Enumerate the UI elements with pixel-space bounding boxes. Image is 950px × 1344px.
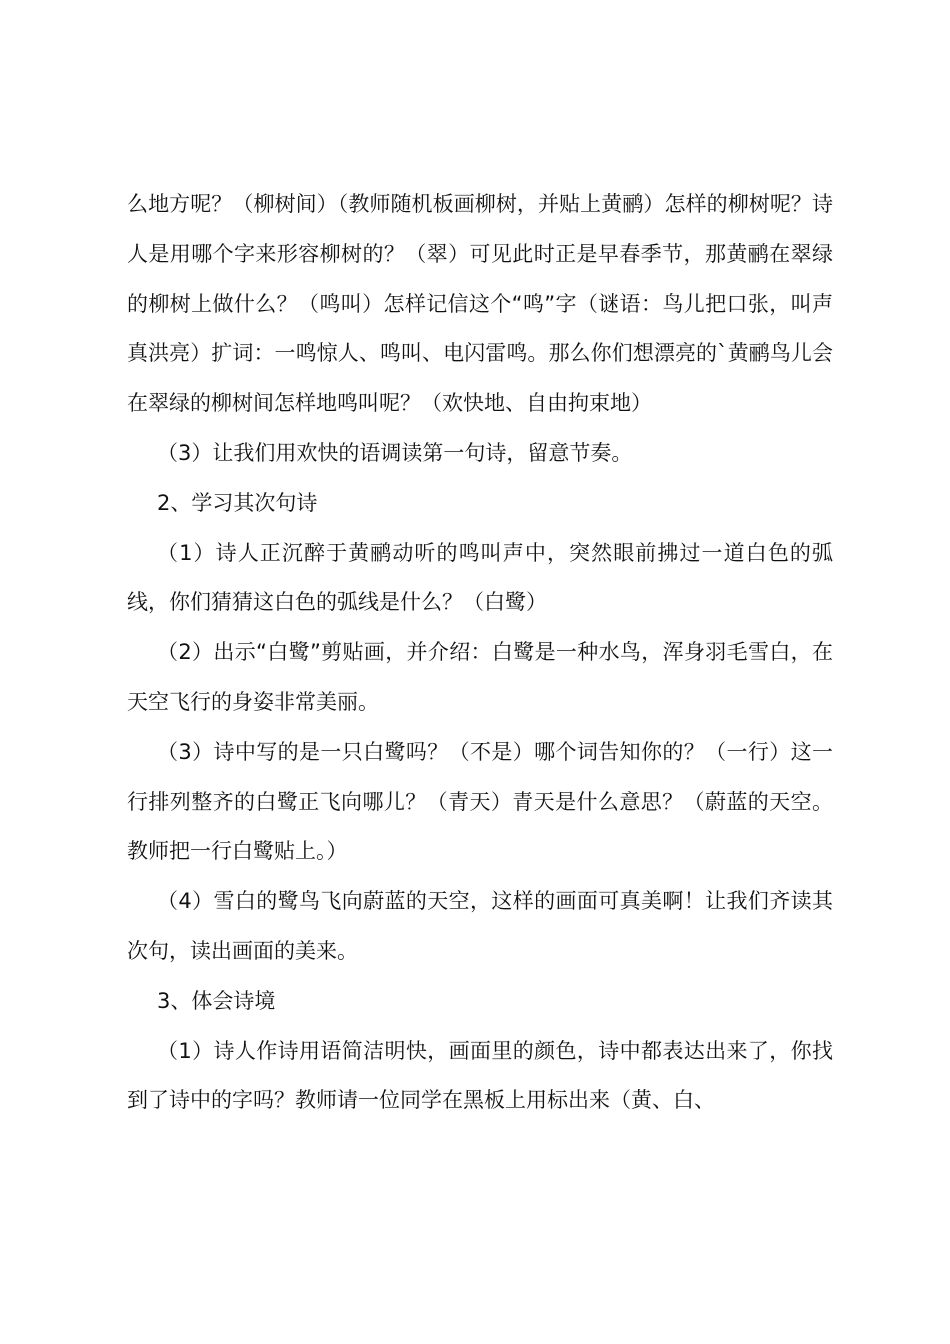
paragraph-2-2: （2）出示“白鹭”剪贴画，并介绍：白鹭是一种水鸟，浑身羽毛雪白，在天空飞行的身姿非常美丽。 <box>127 640 833 714</box>
paragraph-2-3: （3）诗中写的是一只白鹭吗？（不是）哪个词告知你的？（一行）这一行排列整齐的白鹭正飞向哪儿？（青天）青天是什么意思？（蔚蓝的天空。教师把一行白鹭贴上。） <box>127 739 833 864</box>
section-heading-2: 2、学习其次句诗 <box>157 490 318 515</box>
paragraph-continued: 么地方呢？（柳树间）（教师随机板画柳树，并贴上黄鹂）怎样的柳树呢？诗人是用哪个字来形容柳树的？（翠）可见此时正是早春季节，那黄鹂在翠绿的柳树上做什么？（鸣叫）怎样记信这个“鸣”字（谜语：鸟儿把口张，叫声真洪亮）扩词：一鸣惊人、鸣叫、电闪雷鸣。那么你们想漂亮的`黄鹂鸟儿会在翠绿的柳树间怎样地鸣叫呢？（欢快地、自由拘束地） <box>127 192 833 416</box>
paragraph-1-3: （3）让我们用欢快的语调读第一句诗，留意节奏。 <box>157 440 633 465</box>
paragraph-2-4: （4）雪白的鹭鸟飞向蔚蓝的天空，这样的画面可真美啊！让我们齐读其次句，读出画面的美来。 <box>127 889 833 963</box>
document-body <box>127 180 833 1126</box>
paragraph-3-1: （1）诗人作诗用语简洁明快，画面里的颜色，诗中都表达出来了，你找到了诗中的字吗？教师请一位同学在黑板上用标出来（黄、白、 <box>127 1038 833 1113</box>
section-heading-3: 3、体会诗境 <box>157 988 276 1013</box>
paragraph-2-1: （1）诗人正沉醉于黄鹂动听的鸣叫声中，突然眼前拂过一道白色的弧线，你们猜猜这白色的弧线是什么？（白鹭） <box>127 540 833 615</box>
